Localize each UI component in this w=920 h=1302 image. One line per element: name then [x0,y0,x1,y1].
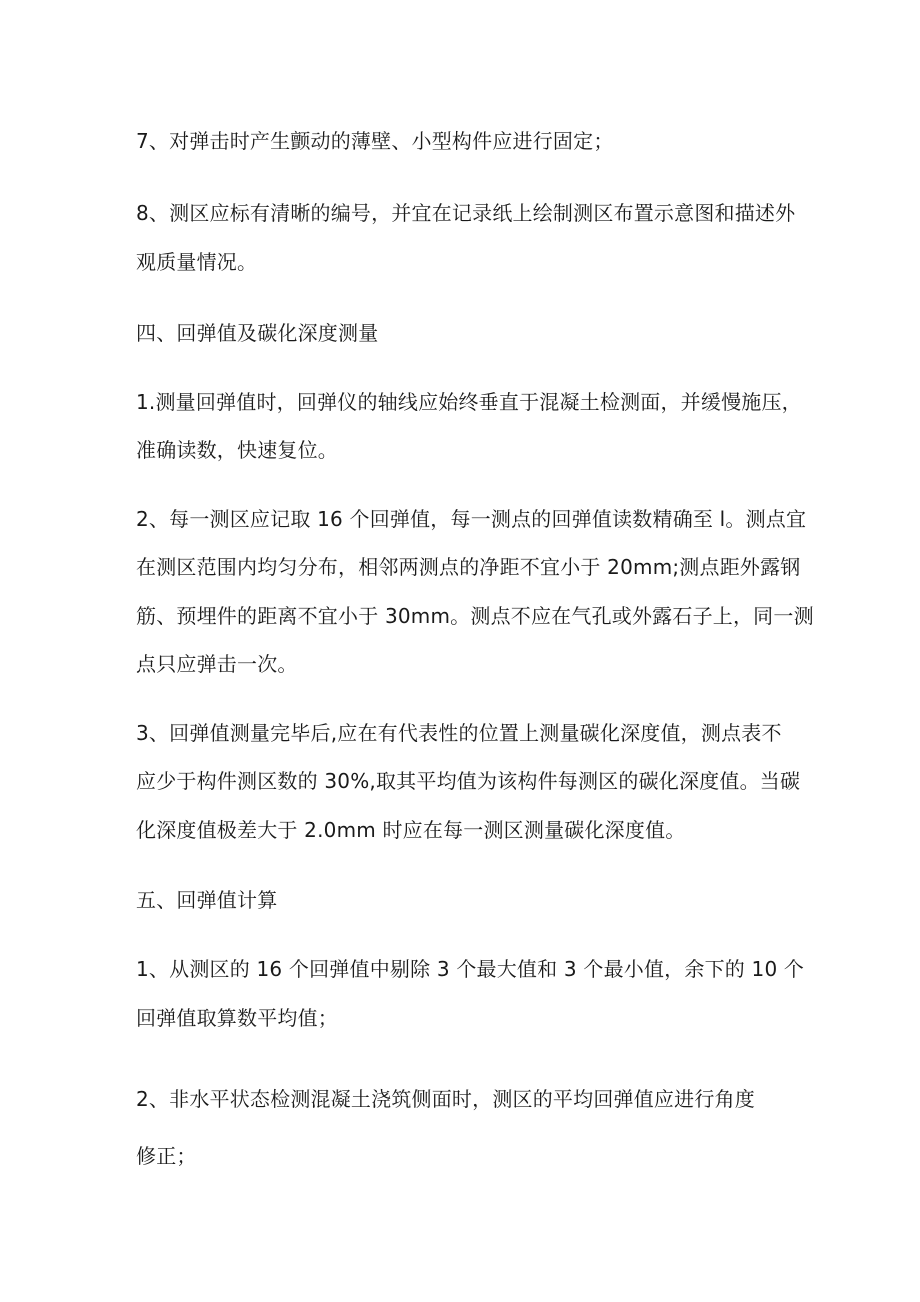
section-4-heading: 四、回弹值及碳化深度测量 [136,321,379,345]
paragraph-8-line-1: 8、测区应标有清晰的编号，并宜在记录纸上绘制测区布置示意图和描述外 [136,201,796,225]
calc-item-1-line-1: 1、从测区的 16 个回弹值中剔除 3 个最大值和 3 个最小值，余下的 10 个 [136,957,805,981]
item-2-line-4: 点只应弹击一次。 [136,652,298,676]
item-3-line-1: 3、回弹值测量完毕后,应在有代表性的位置上测量碳化深度值，测点表不 [136,721,782,745]
item-1-line-2: 准确读数，快速复位。 [136,438,338,462]
item-1-line-1: 1.测量回弹值时，回弹仪的轴线应始终垂直于混凝土检测面，并缓慢施压， [136,390,802,414]
calc-item-2-line-2: 修正； [136,1144,197,1168]
calc-item-1-line-2: 回弹值取算数平均值； [136,1006,338,1030]
item-2-line-3: 筋、预埋件的距离不宜小于 30mm。测点不应在气孔或外露石子上，同一测 [136,604,814,628]
item-3-line-3: 化深度值极差大于 2.0mm 时应在每一测区测量碳化深度值。 [136,818,686,842]
paragraph-8-line-2: 观质量情况。 [136,250,258,274]
item-3-line-2: 应少于构件测区数的 30%,取其平均值为该构件每测区的碳化深度值。当碳 [136,769,801,793]
item-2-line-1: 2、每一测区应记取 16 个回弹值，每一测点的回弹值读数精确至 l。测点宜 [136,507,807,531]
item-2-line-2: 在测区范围内均匀分布，相邻两测点的净距不宜小于 20mm;测点距外露钢 [136,555,801,579]
paragraph-7-line-1: 7、对弹击时产生颤动的薄壁、小型构件应进行固定； [136,129,614,153]
calc-item-2-line-1: 2、非水平状态检测混凝土浇筑侧面时，测区的平均回弹值应进行角度 [136,1087,755,1111]
section-5-heading: 五、回弹值计算 [136,888,278,912]
